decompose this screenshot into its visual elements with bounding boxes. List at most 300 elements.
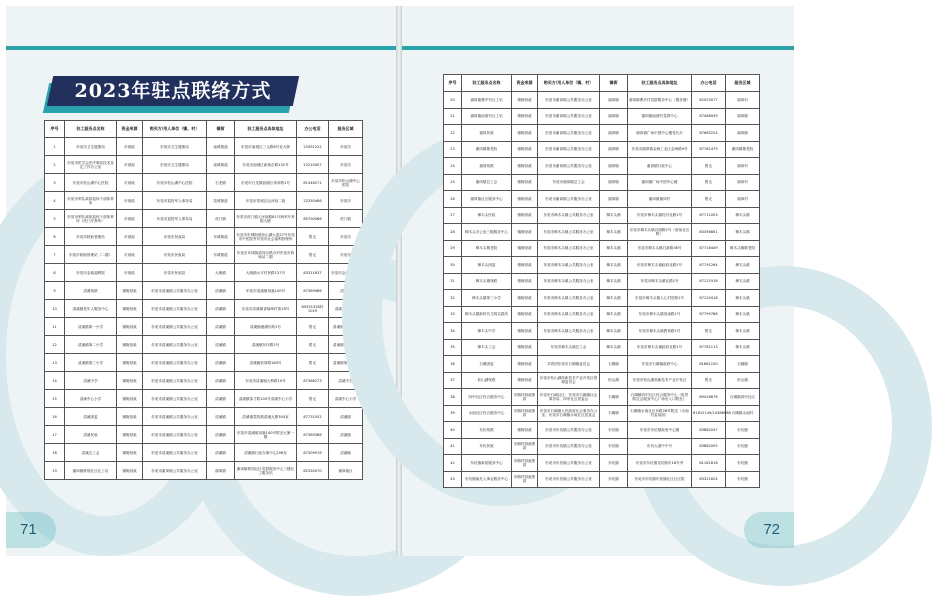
table-cell: 7 [45, 246, 65, 264]
table-cell: 暂无 [692, 372, 726, 389]
table-cell: 东莞市东坑镇东莞镇社区社区院 [628, 471, 692, 488]
table-row [444, 108, 760, 125]
table-cell: 清溪镇敬老院 [329, 300, 363, 318]
table-cell: 37 [444, 372, 462, 389]
table-cell: 暂无 [297, 228, 329, 246]
table-cell: 83862005 [692, 438, 726, 455]
table-cell: 东莞市东坑镇政府中心楼 [628, 422, 692, 439]
table-cell: 樟木头镇 [600, 290, 628, 307]
table-cell: 东莞市樟木头镇石新路36号 [628, 240, 692, 257]
table-cell: 3 [45, 174, 65, 192]
table-cell: 东莞市医学会医疗事故技术鉴定工作办公室 [65, 156, 117, 174]
table-cell: 20 [444, 92, 462, 109]
table-cell: 东坑镇 [600, 471, 628, 488]
table-cell: 清溪总工会 [65, 444, 117, 462]
table-cell: 32 [444, 290, 462, 307]
table-cell: 谢岗镇桥园社区社工站 [65, 462, 117, 480]
table-cell: 谢岗镇敬老院 [462, 141, 512, 158]
table-cell: 谢岗镇 [600, 141, 628, 158]
table-cell: 东莞市清溪镇公共服务办公室 [143, 408, 207, 426]
table-cell: 87665224 [692, 125, 726, 142]
table-row [444, 207, 760, 224]
table-cell: 镇街财政 [512, 273, 538, 290]
table-cell: 清溪镇 [329, 444, 363, 462]
table-cell: 87711003 [692, 207, 726, 224]
table-cell: 43 [444, 471, 462, 488]
table-cell: 35 [444, 339, 462, 356]
table-row [45, 372, 363, 390]
table-cell: 东莞市救助管理站 [65, 228, 117, 246]
table-cell: 清溪镇鹿湖东路1号 [235, 318, 297, 336]
table-cell: 东莞市樟木头镇公共服务办公室 [538, 224, 600, 241]
table-cell: 谢岗镇 [726, 108, 760, 125]
table-cell: 谢岗村 [726, 158, 760, 175]
table-cell: 40 [444, 422, 462, 439]
table-cell: 33 [444, 306, 462, 323]
table-cell: 东莞市民政局 [143, 246, 207, 264]
table-cell: 东莞市樟木头镇旺村北路1号 [628, 207, 692, 224]
table-cell: 东坑镇换先人事业服务中心 [462, 471, 512, 488]
table-cell: 石碣镇水南村 [726, 405, 760, 422]
table-cell: 87121918 [692, 273, 726, 290]
table-cell: 东莞市谢岗镇总工会 [538, 174, 600, 191]
table-cell: 19 [45, 462, 65, 480]
table-cell: 东莞市清溪镇凤凰100号附近大厦一楼 [235, 426, 297, 444]
table-cell: 东莞市清溪镇凤凰100号 [235, 282, 297, 300]
table-cell: 谢岗村 [726, 92, 760, 109]
table-cell: 镇街财政 [512, 290, 538, 307]
table-cell: 87366273 [297, 372, 329, 390]
table-cell: 39 [444, 405, 462, 422]
table-cell: 东坑镇 [726, 455, 760, 472]
table-cell: 1 [45, 138, 65, 156]
table-cell: 东莞市清溪镇公共服务办公室 [143, 444, 207, 462]
table-cell: 暂无 [692, 158, 726, 175]
table-cell: 樟木头团委 [462, 257, 512, 274]
table-cell: 87761479 [692, 141, 726, 158]
table-cell: 镇街财政 [117, 444, 143, 462]
table-cell: 东莞市谢岗镇公共服务办公室 [538, 141, 600, 158]
table-cell: 清溪镇第一小学 [65, 318, 117, 336]
table-cell: 27 [444, 207, 462, 224]
table-cell: 82023077 [692, 92, 726, 109]
table-cell: 谢岗镇谢岗村 [628, 191, 692, 208]
table-cell: 谢岗镇 [600, 158, 628, 175]
table-cell: 清溪镇 [207, 426, 235, 444]
table-cell: 41 [444, 438, 462, 455]
table-cell: 东莞市退役军人事务局 [143, 210, 207, 228]
table-cell: 4 [45, 192, 65, 210]
table-cell: 暂无 [297, 390, 329, 408]
column-header: 驻工服务点名称 [462, 75, 512, 92]
table-cell: 东莞市民政局 [143, 228, 207, 246]
table-cell: 东莞市樟木头镇莞南路1号 [628, 306, 692, 323]
table-cell: 83356801 [692, 224, 726, 241]
table-cell: 清溪镇 [207, 318, 235, 336]
table-cell: 莞城街道 [207, 192, 235, 210]
table-cell: 11 [45, 318, 65, 336]
table-cell: 12 [45, 336, 65, 354]
table-cell: 镇街财政 [512, 240, 538, 257]
table-cell: 清溪镇客才路100号清溪中心小学 [235, 390, 297, 408]
table-row [45, 138, 363, 156]
table-cell: 83311637 [297, 264, 329, 282]
table-cell: 东莞市谢岗镇公共服务办公室 [538, 108, 600, 125]
table-cell: 镇街财政 [117, 318, 143, 336]
table-cell: 87781113 [692, 339, 726, 356]
table-row [444, 224, 760, 241]
table-cell: 东莞市东城街道松山湖大道27号东莞市中医院旁东莞市社会福利管理所 [235, 228, 297, 246]
table-row [45, 354, 363, 372]
table-row [444, 422, 760, 439]
table-cell: 市财政 [117, 138, 143, 156]
table-cell: 樟木头镇 [726, 224, 760, 241]
table-cell: 清溪镇老年人服务中心 [65, 300, 117, 318]
table-cell: 23391222 [297, 138, 329, 156]
table-cell: 镇街财政 [512, 158, 538, 175]
table-cell: 谢岗镇敬老院 [726, 141, 760, 158]
column-header: 镇街 [207, 121, 235, 138]
table-cell: 樟木头工会 [462, 339, 512, 356]
table-cell: 东莞市 [329, 156, 363, 174]
table-cell: 暂无 [297, 336, 329, 354]
column-header: 购买方/用人单位（镇、村） [143, 121, 207, 138]
table-cell: 谢岗镇曹乡村社工站 [462, 92, 512, 109]
table-cell: 清溪镇 [329, 426, 363, 444]
table-cell: 樟木头镇 [726, 207, 760, 224]
table-cell: 谢岗镇行政中心 [628, 158, 692, 175]
table-cell: 清溪中学 [329, 372, 363, 390]
table-cell: 东莞市樟木头镇公共服务办公室 [538, 306, 600, 323]
table-cell: 大朗镇水平村民路137号 [235, 264, 297, 282]
table-cell: 镇街财政 [117, 300, 143, 318]
table-cell: 四甲社区综合服务中心 [462, 389, 512, 406]
column-header: 购买方/用人单位（镇、村） [538, 75, 600, 92]
table-cell: 清溪民政 [65, 426, 117, 444]
table-cell: 清溪中学 [65, 372, 117, 390]
table-cell: 樟木头镇 [726, 306, 760, 323]
table-cell: 87488939 [692, 108, 726, 125]
table-cell: 东莞市松山湖中心医院 [65, 174, 117, 192]
table-cell: 东坑镇新星服务中心 [462, 455, 512, 472]
table-row [45, 282, 363, 300]
table-cell: 谢岗镇 [600, 191, 628, 208]
table-row [444, 273, 760, 290]
table-cell: 85700066 [297, 210, 329, 228]
table-cell: 谢岗辖区 [329, 462, 363, 480]
table-cell: 樟木头镇新时代文明实践所 [462, 306, 512, 323]
table-cell: 镇街财政 [512, 141, 538, 158]
table-cell: 市财政 [117, 246, 143, 264]
table-cell: 樟木头镇 [600, 306, 628, 323]
table-cell: 清溪镇 [207, 336, 235, 354]
column-header: 驻工服务点具体地址 [628, 75, 692, 92]
table-cell: 东莞市樟木头镇教育路1号 [628, 323, 692, 340]
table-cell: 樟木头中学 [462, 323, 512, 340]
table-cell: 谢岗镇总工会 [462, 174, 512, 191]
table-cell: 镇街财政 [117, 372, 143, 390]
table-cell: 东莞市卫生健康局 [143, 156, 207, 174]
table-row [444, 174, 760, 191]
table-cell: 东莞市退役军人事务局 [143, 192, 207, 210]
table-cell: 谢岗镇 [600, 108, 628, 125]
table-cell: 清溪中心小学 [65, 390, 117, 408]
table-cell: 水南社区综合服务中心 [462, 405, 512, 422]
table-cell: 东莞市金菊福利院 [329, 264, 363, 282]
left-page [6, 6, 398, 556]
table-cell: 镇街财政 [512, 125, 538, 142]
table-cell: 樟木头镇 [726, 290, 760, 307]
table-cell: 樟木头办公室三级服务中心 [462, 224, 512, 241]
table-cell: 东莞市谢岗镇公共服务办公室 [538, 125, 600, 142]
table-cell: 东莞市南城区三元路8号业大厦 [235, 138, 297, 156]
table-row [45, 192, 363, 210]
table-cell: 东莞市东城街道同沙路办村东莞市救助站二期 [235, 246, 297, 264]
table-cell: 虎门镇 [207, 210, 235, 228]
table-row [45, 336, 363, 354]
table-cell: 清溪镇第二小学 [65, 336, 117, 354]
table-cell: 87791264 [692, 257, 726, 274]
table-cell: 樟木头镇残联 [462, 273, 512, 290]
table-cell: 镇街财政 [512, 306, 538, 323]
page-number: 72 [763, 521, 780, 538]
table-row [444, 158, 760, 175]
table-cell: 东莞市清溪镇公共服务办公室 [143, 300, 207, 318]
table-cell: 市财政 [117, 192, 143, 210]
table-cell: 石碣镇水南社区东路28号附近（水南村委前面） [628, 405, 692, 422]
table-cell: 南城街道 [207, 138, 235, 156]
table-cell: 清溪镇 [207, 300, 235, 318]
table-cell: 谢岗镇南面村社工站 [462, 108, 512, 125]
table-cell: 26 [444, 191, 462, 208]
table-cell: 30 [444, 257, 462, 274]
table-cell: 东坑镇 [726, 422, 760, 439]
table-cell: 东莞市清溪镇大利路10号 [235, 372, 297, 390]
table-cell: 镇街财政 [512, 257, 538, 274]
table-cell: 东坑镇 [726, 438, 760, 455]
table-cell: 38 [444, 389, 462, 406]
table-cell: 东莞市莞城区运河西二段 [235, 192, 297, 210]
table-cell: 暂无 [692, 323, 726, 340]
column-header: 办公电话 [692, 75, 726, 92]
column-header: 序号 [45, 121, 65, 138]
table-cell: 87309978 [297, 444, 329, 462]
table-cell: 樟木头镇 [600, 224, 628, 241]
table-cell: 樟木头镇 [726, 339, 760, 356]
table-cell: 东莞市谢岗镇公共服务办公室 [538, 158, 600, 175]
table-cell: 樟木头镇 [600, 240, 628, 257]
table-cell: 镇街财政 [512, 92, 538, 109]
table-cell: 东莞市清溪镇公共服务办公室 [143, 336, 207, 354]
table-cell: 镇街财政 [512, 372, 538, 389]
table-cell: 石碣镇 [600, 389, 628, 406]
table-cell: 市财政 [117, 264, 143, 282]
table-cell: 清溪镇 [207, 390, 235, 408]
table-cell: 市镇村财政拨款 [512, 455, 538, 472]
table-row [45, 156, 363, 174]
table-cell: 松山湖 [600, 372, 628, 389]
table-cell: 东坑民政 [462, 438, 512, 455]
table-cell: 清溪镇松岗路160号 [235, 354, 297, 372]
table-cell: 87731052 [297, 408, 329, 426]
table-cell: 东莞市樟木头镇公共服务办公室 [538, 240, 600, 257]
table-cell: 镇街财政 [512, 224, 538, 241]
table-cell: 市财政 [117, 156, 143, 174]
table-cell: 谢岗村 [726, 191, 760, 208]
table-cell: 东莞市金菊福利院 [65, 264, 117, 282]
table-cell: 东莞市 [329, 228, 363, 246]
table-cell: 共青团东莞市石碣镇委员会 [538, 356, 600, 373]
table-cell: 市镇村财政拨款 [512, 389, 538, 406]
table-cell: 东莞市 [329, 192, 363, 210]
table-cell: 东莞市卫生健康局 [143, 138, 207, 156]
table-cell: 清溪镇第三小学 [329, 354, 363, 372]
table-cell: 东城街道 [207, 228, 235, 246]
table-header-row [45, 121, 363, 138]
table-cell: 5 [45, 210, 65, 228]
table-cell: 23 [444, 141, 462, 158]
table-cell: 29 [444, 240, 462, 257]
table-row [444, 141, 760, 158]
table-cell: 清溪镇 [207, 282, 235, 300]
column-header: 镇街 [600, 75, 628, 92]
table-cell: 东莞市清溪镇公共服务办公室 [143, 354, 207, 372]
table-cell: 6 [45, 228, 65, 246]
table-cell: 81861150 [692, 356, 726, 373]
table-cell: 樟木头镇 [600, 207, 628, 224]
table-row [444, 323, 760, 340]
table-cell: 东莞市谢岗镇公共服务办公室 [538, 92, 600, 109]
table-cell: 镇街财政 [512, 191, 538, 208]
table-cell: 谢岗村 [726, 174, 760, 191]
table-cell: 东莞市清溪镇香轴坳村第18号 [235, 300, 297, 318]
table-cell: 清溪残联 [65, 282, 117, 300]
table-row [45, 210, 363, 228]
table-cell: 谢岗镇 [207, 462, 235, 480]
table-row [45, 264, 363, 282]
table-cell: 东莞市 [329, 138, 363, 156]
table-cell: 东莞市樟木头镇百丽路2号（府前社区附） [628, 224, 692, 241]
table-cell: 清溪镇第二小学 [329, 336, 363, 354]
table-cell: 22330486 [297, 192, 329, 210]
table-cell: 石碣镇 [600, 405, 628, 422]
table-cell: 镇街财政 [512, 339, 538, 356]
table-row [444, 405, 760, 422]
table-cell: 东莞市樟木头镇公共服务办公室 [538, 323, 600, 340]
table-cell: 谢岗残联 [462, 158, 512, 175]
table-cell: 清溪镇 [207, 372, 235, 390]
table-cell: 东莞市清溪镇公共服务办公室 [143, 372, 207, 390]
contact-table-right [443, 74, 760, 488]
table-cell: 东莞市樟木头镇政府北路1号 [628, 339, 692, 356]
table-cell: 谢岗民政 [462, 125, 512, 142]
table-cell: 89416676 [692, 389, 726, 406]
right-page [402, 6, 794, 556]
table-cell: 市财政 [117, 228, 143, 246]
table-row [45, 426, 363, 444]
table-row [45, 246, 363, 264]
table-cell: 东莞市 [329, 246, 363, 264]
table-cell: 10 [45, 300, 65, 318]
table-cell: 镇街财政 [117, 408, 143, 426]
table-cell: 谢岗镇桥园社区党群服务中心三楼社工服务站 [235, 462, 297, 480]
table-cell: 市财政 [117, 174, 143, 192]
table-cell: 东莞市石龙镇西湖区体育路1号 [235, 174, 297, 192]
table-cell: 谢岗镇 [600, 125, 628, 142]
table-cell: 28 [444, 224, 462, 241]
table-cell: 暂无 [692, 191, 726, 208]
table-cell: 东莞市松山湖中心医院 [329, 174, 363, 192]
table-row [444, 339, 760, 356]
table-cell: 82330070 [297, 462, 329, 480]
table-cell: 石碣镇四甲社区 [726, 389, 760, 406]
table-cell: 东城街道 [207, 246, 235, 264]
table-row [444, 191, 760, 208]
column-header: 资金来源 [512, 75, 538, 92]
table-cell: 谢岗镇南面村党群中心 [628, 108, 692, 125]
table-cell: 镇街财政 [117, 462, 143, 480]
table-cell: 东莞市清溪镇公共服务办公室 [143, 426, 207, 444]
top-accent-bar [6, 46, 398, 50]
table-cell: 2 [45, 156, 65, 174]
table-cell: 镇街财政 [512, 174, 538, 191]
table-cell: 暂无 [297, 318, 329, 336]
table-row [444, 471, 760, 488]
table-cell: 东莞市樟木头镇公共服务办公室 [538, 290, 600, 307]
table-cell: 市镇村财政拨款 [512, 438, 538, 455]
page-number: 71 [20, 521, 37, 538]
table-cell: 东莞市卫生健康局 [65, 138, 117, 156]
table-cell: 清溪镇东环路2号 [235, 336, 297, 354]
table-cell: 15 [45, 390, 65, 408]
table-cell: 21 [444, 108, 462, 125]
table-row [444, 125, 760, 142]
table-cell: 樟木头镇 [726, 323, 760, 340]
table-cell: 东坑镇 [726, 471, 760, 488]
table-row [444, 306, 760, 323]
table-row [444, 290, 760, 307]
table-cell: 樟木头镇 [600, 257, 628, 274]
table-cell: 镇街财政 [512, 356, 538, 373]
table-cell: 42 [444, 455, 462, 472]
table-cell: 83862047 [692, 422, 726, 439]
table-cell: 樟木头镇 [726, 257, 760, 274]
table-cell: 东莞市谢岗镇金海工业区金海路9号 [628, 141, 692, 158]
table-cell: 南城街道 [207, 156, 235, 174]
table-cell: 22 [444, 125, 462, 142]
table-cell: 谢岗镇 [600, 92, 628, 109]
table-cell: 东莞市樟木头镇公共服务办公室 [538, 257, 600, 274]
table-cell: 东莞市军队离休退休干部休养所（虎门疗养所） [65, 210, 117, 228]
column-header: 服务区域 [329, 121, 363, 138]
table-cell: 14 [45, 372, 65, 390]
table-cell: 松山湖残联 [462, 372, 512, 389]
table-cell: 东坑镇 [600, 438, 628, 455]
table-cell: 石碣镇 [600, 356, 628, 373]
table-cell: 东莞市樟木头镇人心村旧路1号 [628, 290, 692, 307]
table-cell: 清溪镇 [207, 444, 235, 462]
table-cell: 25 [444, 174, 462, 191]
table-cell: 东莞市石碣镇人民政府社会事务办公室、东莞市石碣镇水南社区居委会 [538, 405, 600, 422]
table-cell: 石龙镇 [207, 174, 235, 192]
table-cell: 8 [45, 264, 65, 282]
table-row [444, 372, 760, 389]
table-cell: 松山湖 [726, 372, 760, 389]
table-cell: 清溪镇 [207, 354, 235, 372]
table-cell: 东莞市东坑镇龙坑路东18号旁 [628, 455, 692, 472]
table-cell: 89331328转1029 [297, 300, 329, 318]
table-cell: 东莞市东坑镇公共服务办公室 [538, 471, 600, 488]
